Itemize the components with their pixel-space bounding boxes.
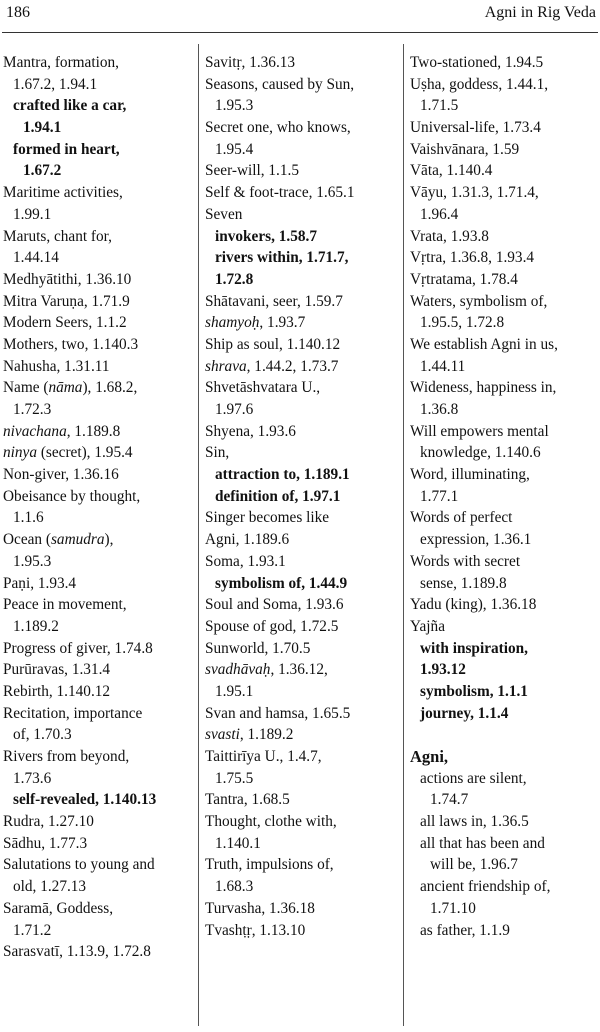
- italic-term: shrava: [205, 357, 247, 375]
- index-subentry: 1.44.14: [13, 249, 59, 267]
- index-entry: Svan and hamsa, 1.65.5: [205, 704, 351, 722]
- index-entry: Sarasvatī, 1.13.9, 1.72.8: [3, 943, 151, 961]
- index-subentry: formed in heart,: [13, 140, 120, 158]
- entry-text: ),: [104, 531, 114, 549]
- index-subentry: 1.96.4: [420, 205, 459, 223]
- italic-term: nāma: [48, 379, 83, 397]
- section-gap: [410, 724, 600, 746]
- index-entry: [3, 421, 193, 443]
- index-entry: Rivers from beyond,: [3, 748, 130, 765]
- index-entry: [3, 377, 193, 399]
- index-subentry: as father, 1.1.9: [420, 921, 510, 939]
- index-entry: We establish Agni in us,: [410, 335, 558, 353]
- index-subentry: 1.95.5, 1.72.8: [420, 314, 505, 332]
- index-entry: Sādhu, 1.77.3: [3, 834, 88, 852]
- index-subentry: 1.36.8: [420, 401, 459, 418]
- index-entry: Recitation, importance: [3, 704, 143, 722]
- index-entry: Paṇi, 1.93.4: [3, 574, 77, 592]
- index-entry: Seasons, caused by Sun,: [205, 75, 355, 93]
- index-entry: Seer-will, 1.1.5: [205, 162, 300, 180]
- italic-term: svadhāvaḥ: [205, 661, 271, 679]
- index-subentry: expression, 1.36.1: [420, 531, 532, 549]
- index-entry: Two-stationed, 1.94.5: [410, 54, 544, 71]
- index-entry: Tvashṭṛ, 1.13.10: [205, 921, 306, 939]
- index-subentry: with inspiration,: [420, 639, 528, 657]
- index-entry: Sin,: [205, 444, 230, 462]
- index-entry: Vāta, 1.140.4: [410, 162, 493, 180]
- index-subentry: 1.71.2: [13, 921, 52, 939]
- index-entry: Vṛtratama, 1.78.4: [410, 270, 518, 288]
- index-entry: Will empowers mental: [410, 422, 549, 440]
- running-title: Agni in Rig Veda: [484, 4, 596, 21]
- italic-term: ninya: [3, 444, 37, 462]
- entry-text: , 1.44.2, 1.73.7: [246, 357, 339, 375]
- entry-text: Name (: [3, 379, 49, 397]
- index-subentry: 1.189.2: [13, 617, 59, 635]
- entry-text: (secret), 1.95.4: [37, 444, 133, 462]
- index-entry: Vaishvānara, 1.59: [410, 140, 520, 158]
- index-subentry: old, 1.27.13: [13, 878, 87, 896]
- page-number: 186: [6, 4, 30, 21]
- index-entry: Savitṛ, 1.36.13: [205, 54, 296, 71]
- index-column-2: [205, 52, 400, 941]
- index-subentry: rivers within, 1.71.7,: [215, 249, 349, 267]
- index-entry: Yajña: [410, 617, 445, 635]
- index-entry: Universal-life, 1.73.4: [410, 119, 541, 137]
- index-entry: Maruts, chant for,: [3, 227, 112, 245]
- index-entry: Word, illuminating,: [410, 466, 530, 484]
- index-entry: Modern Seers, 1.1.2: [3, 314, 127, 332]
- index-subentry: 1.95.1: [215, 682, 254, 700]
- index-subentry: journey, 1.1.4: [420, 704, 509, 722]
- entry-text: ), 1.68.2,: [82, 379, 138, 397]
- index-subentry: 1.71.10: [430, 899, 476, 917]
- index-subentry: 1.95.3: [215, 97, 254, 115]
- index-entry: Sunworld, 1.70.5: [205, 639, 311, 657]
- index-entry: Soul and Soma, 1.93.6: [205, 596, 344, 614]
- index-entry: Tantra, 1.68.5: [205, 791, 290, 809]
- index-entry: Singer becomes like: [205, 509, 330, 527]
- index-entry: Uṣha, goddess, 1.44.1,: [410, 75, 549, 93]
- index-subentry: all laws in, 1.36.5: [420, 813, 529, 831]
- index-subentry: of, 1.70.3: [13, 726, 72, 744]
- index-subentry: attraction to, 1.189.1: [215, 466, 350, 484]
- section-heading-agni: Agni,: [410, 747, 449, 766]
- index-subentry: symbolism, 1.1.1: [420, 682, 528, 700]
- italic-term: samudra: [50, 531, 105, 549]
- index-entry: Shvetāshvatara U.,: [205, 379, 321, 397]
- index-subentry: ancient friendship of,: [420, 878, 551, 896]
- index-entry: Purūravas, 1.31.4: [3, 661, 111, 679]
- index-entry: Mothers, two, 1.140.3: [3, 335, 139, 353]
- index-entry: Yadu (king), 1.36.18: [410, 596, 537, 614]
- index-subentry: 1.140.1: [215, 834, 261, 852]
- index-subentry: 1.93.12: [420, 661, 466, 679]
- index-entry: Vṛtra, 1.36.8, 1.93.4: [410, 249, 535, 267]
- index-entry: Words of perfect: [410, 509, 513, 527]
- index-entry: [3, 442, 193, 464]
- index-entry: Taittirīya U., 1.4.7,: [205, 748, 322, 765]
- entry-text: , 1.93.7: [259, 314, 306, 332]
- italic-term: nivachana: [3, 422, 67, 440]
- index-subentry: 1.67.2, 1.94.1: [13, 75, 98, 93]
- index-entry: Secret one, who knows,: [205, 119, 351, 137]
- index-subentry: 1.71.5: [420, 97, 459, 115]
- index-entry: Vāyu, 1.31.3, 1.71.4,: [410, 184, 539, 202]
- index-subentry: invokers, 1.58.7: [215, 227, 317, 245]
- index-subentry: 1.68.3: [215, 878, 254, 896]
- index-subentry: 1.73.6: [13, 769, 52, 787]
- index-subentry: 1.74.7: [430, 791, 469, 809]
- index-entry: Mantra, formation,: [3, 54, 119, 71]
- index-entry: [205, 356, 400, 378]
- index-column-3: [410, 52, 600, 941]
- index-entry: Wideness, happiness in,: [410, 379, 557, 397]
- index-entry: Waters, symbolism of,: [410, 292, 548, 310]
- index-subentry: 1.67.2: [23, 162, 62, 180]
- index-entry: [3, 529, 193, 551]
- index-subentry: 1.1.6: [13, 509, 44, 527]
- index-entry: Saramā, Goddess,: [3, 899, 114, 917]
- index-subentry: self-revealed, 1.140.13: [13, 791, 157, 809]
- index-subentry: 1.94.1: [23, 119, 62, 137]
- index-entry: [205, 724, 400, 746]
- index-entry: Spouse of god, 1.72.5: [205, 617, 339, 635]
- page-header: [0, 4, 600, 32]
- index-entry: Rebirth, 1.140.12: [3, 682, 111, 700]
- index-subentry: 1.72.3: [13, 401, 52, 418]
- index-subentry: all that has been and: [420, 834, 545, 852]
- index-entry: Seven: [205, 205, 243, 223]
- index-entry: Shātavani, seer, 1.59.7: [205, 292, 343, 310]
- index-entry: Peace in movement,: [3, 596, 127, 614]
- italic-term: shamyoḥ: [205, 314, 260, 332]
- column-divider: [198, 44, 199, 1026]
- index-subentry: 1.72.8: [215, 270, 254, 288]
- index-subentry: 1.99.1: [13, 205, 52, 223]
- index-entry: Shyena, 1.93.6: [205, 422, 296, 440]
- index-subentry: will be, 1.96.7: [430, 856, 518, 874]
- entry-text: , 1.36.12,: [270, 661, 328, 679]
- index-entry: Rudra, 1.27.10: [3, 813, 94, 831]
- index-entry: Nahusha, 1.31.11: [3, 357, 110, 375]
- index-subentry: 1.97.6: [215, 401, 254, 418]
- index-subentry: 1.95.3: [13, 552, 52, 570]
- column-divider: [403, 44, 404, 1026]
- index-entry: Progress of giver, 1.74.8: [3, 639, 153, 657]
- index-entry: Mitra Varuṇa, 1.71.9: [3, 292, 130, 310]
- index-entry: Vrata, 1.93.8: [410, 227, 489, 245]
- index-entry: [205, 659, 400, 681]
- index-subentry: 1.75.5: [215, 769, 254, 787]
- index-entry: Ship as soul, 1.140.12: [205, 335, 341, 353]
- index-entry: Thought, clothe with,: [205, 813, 337, 831]
- index-subentry: 1.95.4: [215, 140, 254, 158]
- index-entry: Non-giver, 1.36.16: [3, 466, 119, 484]
- index-entry: Self & foot-trace, 1.65.1: [205, 184, 355, 202]
- italic-term: svasti: [205, 726, 240, 744]
- index-entry: Truth, impulsions of,: [205, 856, 334, 874]
- index-entry: Turvasha, 1.36.18: [205, 899, 315, 917]
- index-subentry: knowledge, 1.140.6: [420, 444, 541, 462]
- index-subentry: crafted like a car,: [13, 97, 127, 115]
- index-entry: Agni, 1.189.6: [205, 531, 290, 549]
- index-entry: Soma, 1.93.1: [205, 552, 286, 570]
- index-entry: Maritime activities,: [3, 184, 123, 202]
- index-entry: [205, 312, 400, 334]
- index-subentry: symbolism of, 1.44.9: [215, 574, 348, 592]
- index-entry: Salutations to young and: [3, 856, 155, 874]
- index-column-1: [3, 52, 193, 963]
- index-subentry: definition of, 1.97.1: [215, 487, 341, 505]
- index-subentry: actions are silent,: [420, 769, 527, 787]
- index-subentry: 1.77.1: [420, 487, 459, 505]
- entry-text: , 1.189.8: [66, 422, 121, 440]
- index-entry: Obeisance by thought,: [3, 487, 141, 505]
- header-rule: [2, 32, 598, 33]
- index-subentry: 1.44.11: [420, 357, 466, 375]
- index-entry: Medhyātithi, 1.36.10: [3, 270, 132, 288]
- entry-text: Ocean (: [3, 531, 51, 549]
- index-subentry: sense, 1.189.8: [420, 574, 507, 592]
- entry-text: , 1.189.2: [239, 726, 294, 744]
- index-entry: Words with secret: [410, 552, 521, 570]
